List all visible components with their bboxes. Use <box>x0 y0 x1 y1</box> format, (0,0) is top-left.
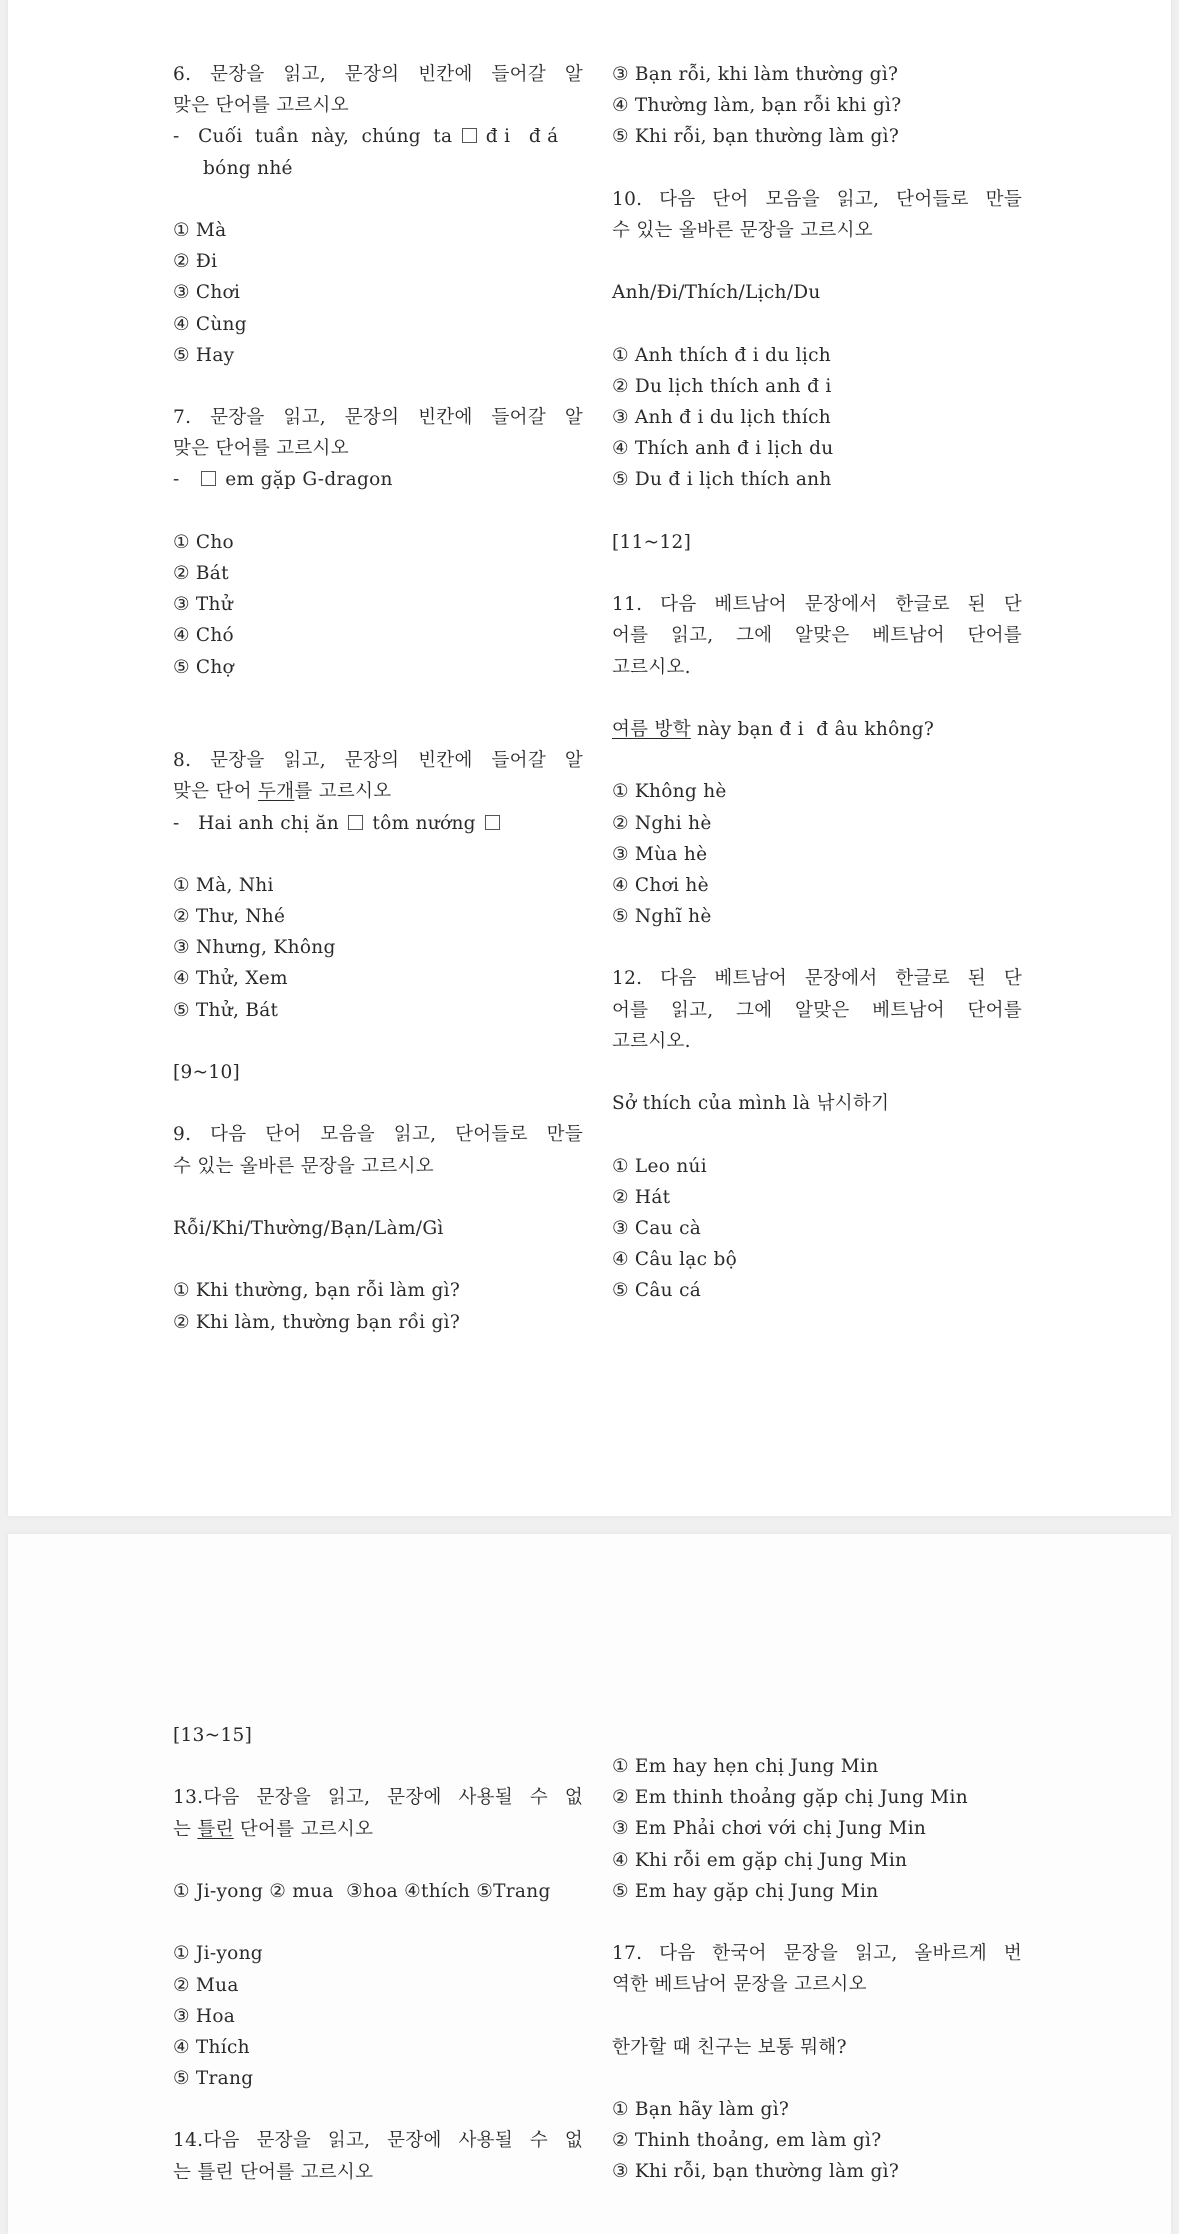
circled-3-icon: ③ <box>173 2005 190 2027</box>
blank-box-icon <box>485 815 500 830</box>
q13-option-4[interactable] <box>173 2032 583 2063</box>
option-text: Khi rỗi em gặp chị Jung Min <box>634 1849 908 1871</box>
circled-4-icon: ④ <box>612 95 629 117</box>
q11-option-5[interactable] <box>612 901 1022 932</box>
q17-prompt-line2: 역한 베트남어 문장을 고르시오 <box>612 1974 867 1996</box>
circled-3-icon: ③ <box>173 282 190 304</box>
q10-prompt-line2: 수 있는 올바른 문장을 고르시오 <box>612 219 873 241</box>
question-6 <box>173 59 583 371</box>
option-text: Anh thích đ i du lịch <box>634 344 831 366</box>
q11-sentence <box>612 714 1022 745</box>
option-text: Em Phải chơi với chị Jung Min <box>634 1818 927 1840</box>
q8-sentence <box>173 808 583 839</box>
circled-2-icon: ② <box>173 563 190 584</box>
option-text: Hoa <box>195 2005 236 2027</box>
q16-option-1[interactable] <box>612 1751 1022 1782</box>
circled-4-icon: ④ <box>173 2036 190 2058</box>
circled-5-icon: ⑤ <box>612 126 629 148</box>
q8-option-2[interactable] <box>173 901 583 932</box>
option-text: Bát <box>195 563 229 584</box>
q17-option-3[interactable] <box>612 2156 1022 2187</box>
q14-prompt-line1: 14.다음 문장을 읽고, 문장에 사용될 수 없 <box>173 2130 583 2152</box>
q6-sentence-after: đ i đ á <box>485 126 559 148</box>
page1-left-column <box>173 59 583 1338</box>
circled-2-icon: ② <box>612 375 629 397</box>
question-9 <box>173 1119 583 1337</box>
circled-2-icon: ② <box>173 1974 190 1996</box>
option-text: Đi <box>195 251 218 273</box>
q9-option-2[interactable] <box>173 1307 583 1338</box>
q8-prompt-line1: 8. 문장을 읽고, 문장의 빈칸에 들어갈 알 <box>173 750 583 772</box>
q8-sentence-before: - Hai anh chị ăn <box>173 812 340 834</box>
question-14 <box>173 2125 583 2187</box>
q7-option-1[interactable] <box>173 527 583 558</box>
option-text: Chơi hè <box>634 874 709 896</box>
question-16-continued <box>612 1751 1022 1907</box>
q11-option-3[interactable] <box>612 839 1022 870</box>
q7-option-4[interactable] <box>173 620 583 651</box>
q14-prompt-line2: 는 틀린 단어를 고르시오 <box>173 2161 374 2183</box>
circled-5-icon: ⑤ <box>173 999 190 1021</box>
option-text: Câu lạc bộ <box>634 1249 738 1271</box>
circled-4-icon: ④ <box>173 968 190 990</box>
circled-5-icon: ⑤ <box>612 1280 629 1302</box>
circled-2-icon: ② <box>612 1186 629 1208</box>
circled-2-icon: ② <box>612 812 629 834</box>
q9-prompt-line2: 수 있는 올바른 문장을 고르시오 <box>173 1155 434 1177</box>
question-11 <box>612 589 1022 932</box>
blank-box-icon <box>348 815 363 830</box>
circled-3-icon: ③ <box>612 1818 629 1840</box>
q6-option-4[interactable] <box>173 309 583 340</box>
option-text: Chơi <box>195 282 241 304</box>
option-text: Em hay hẹn chị Jung Min <box>634 1756 879 1777</box>
option-text: Mà <box>195 219 227 241</box>
q6-option-5[interactable] <box>173 340 583 371</box>
option-text: Thử, Bát <box>195 999 279 1021</box>
q13-prompt-line1: 13.다음 문장을 읽고, 문장에 사용될 수 없 <box>173 1787 583 1809</box>
circled-3-icon: ③ <box>612 407 629 429</box>
option-text: Bạn hãy làm gì? <box>634 2099 790 2121</box>
q13-prompt-post: 단어를 고르시오 <box>233 1818 374 1840</box>
q13-prompt-pre: 는 <box>173 1818 198 1840</box>
question-8 <box>173 745 583 1026</box>
circled-1-icon: ① <box>173 531 190 553</box>
q6-prompt-line1: 6. 문장을 읽고, 문장의 빈칸에 들어갈 알 <box>173 64 583 85</box>
circled-4-icon: ④ <box>173 625 190 647</box>
q7-sentence <box>173 464 583 495</box>
circled-2-icon: ② <box>612 1787 629 1809</box>
q10-option-2[interactable] <box>612 371 1022 402</box>
q7-option-5[interactable] <box>173 652 583 683</box>
q16-option-5[interactable] <box>612 1876 1022 1907</box>
option-text: Mùa hè <box>634 843 708 865</box>
q13-prompt-underlined: 틀린 <box>197 1818 234 1840</box>
circled-1-icon: ① <box>612 1155 629 1177</box>
q11-sentence-underlined: 여름 방학 <box>612 718 691 740</box>
option-text: Leo núi <box>634 1155 707 1177</box>
group-label-13-15: [13~15] <box>173 1725 253 1746</box>
option-text: Nghĩ hè <box>634 906 712 928</box>
option-text: Mà, Nhi <box>195 874 274 896</box>
circled-2-icon: ② <box>173 1311 190 1333</box>
q11-option-1[interactable] <box>612 776 1022 807</box>
circled-1-icon: ① <box>612 1756 629 1777</box>
question-17 <box>612 1938 1022 2188</box>
q7-dash: - <box>173 469 180 491</box>
option-text: Khi rỗi, bạn thường làm gì? <box>634 2161 900 2183</box>
q7-option-3[interactable] <box>173 589 583 620</box>
q10-option-3[interactable] <box>612 402 1022 433</box>
q9-word-list: Rỗi/Khi/Thường/Bạn/Làm/Gì <box>173 1217 444 1239</box>
circled-4-icon: ④ <box>612 874 629 896</box>
circled-4-icon: ④ <box>612 1249 629 1271</box>
q9-option-4[interactable] <box>612 90 1022 121</box>
q17-sentence: 한가할 때 친구는 보통 뭐해? <box>612 2036 847 2058</box>
option-text: Khi rỗi, bạn thường làm gì? <box>634 126 900 148</box>
circled-5-icon: ⑤ <box>173 656 190 678</box>
circled-5-icon: ⑤ <box>612 1880 629 1902</box>
q9-prompt-line1: 9. 다음 단어 모음을 읽고, 단어들로 만들 <box>173 1124 583 1146</box>
q10-option-1[interactable] <box>612 340 1022 371</box>
option-text: Thích <box>195 2036 250 2058</box>
option-text: Trang <box>195 2068 254 2090</box>
q12-option-2[interactable] <box>612 1182 1022 1213</box>
q8-option-1[interactable] <box>173 870 583 901</box>
q13-option-5[interactable] <box>173 2063 583 2094</box>
option-text: Thư, Nhé <box>195 906 286 928</box>
circled-1-icon: ① <box>173 874 190 896</box>
circled-5-icon: ⑤ <box>612 906 629 928</box>
q13-word-list: ① Ji-yong ② mua ③hoa ④thích ⑤Trang <box>173 1880 551 1902</box>
option-text: Ji-yong <box>195 1943 263 1965</box>
circled-1-icon: ① <box>612 2099 629 2121</box>
q10-option-4[interactable] <box>612 433 1022 464</box>
q17-option-1[interactable] <box>612 2094 1022 2125</box>
circled-3-icon: ③ <box>173 937 190 959</box>
group-label-11-12: [11~12] <box>612 531 692 553</box>
option-text: Em thinh thoảng gặp chị Jung Min <box>634 1787 968 1809</box>
circled-4-icon: ④ <box>612 1849 629 1871</box>
circled-5-icon: ⑤ <box>173 2068 190 2090</box>
q11-option-2[interactable] <box>612 808 1022 839</box>
circled-2-icon: ② <box>173 251 190 273</box>
circled-4-icon: ④ <box>612 438 629 460</box>
q16-option-3[interactable] <box>612 1813 1022 1844</box>
option-text: Nghi hè <box>634 812 712 834</box>
question-13 <box>173 1782 583 2094</box>
q8-option-5[interactable] <box>173 995 583 1026</box>
circled-5-icon: ⑤ <box>612 469 629 491</box>
q11-option-4[interactable] <box>612 870 1022 901</box>
q7-sentence-after: em gặp G-dragon <box>225 469 393 491</box>
q13-option-1[interactable] <box>173 1938 583 1969</box>
q6-sentence-line2: bóng nhé <box>203 157 293 179</box>
q11-prompt-line1: 11. 다음 베트남어 문장에서 한글로 된 단 <box>612 594 1022 616</box>
q8-prompt-post: 를 고르시오 <box>294 781 392 803</box>
q6-option-1[interactable] <box>173 215 583 246</box>
circled-3-icon: ③ <box>612 843 629 865</box>
circled-1-icon: ① <box>612 781 629 803</box>
blank-box-icon <box>201 471 216 486</box>
option-text: Em hay gặp chị Jung Min <box>634 1880 879 1902</box>
q8-option-3[interactable] <box>173 932 583 963</box>
q11-sentence-rest: này bạn đ i đ âu không? <box>690 718 935 740</box>
q13-prompt-line2 <box>173 1814 583 1845</box>
q12-prompt-line3: 고르시오. <box>612 1030 691 1052</box>
option-text: Du đ i lịch thích anh <box>634 469 832 491</box>
q12-sentence: Sở thích của mình là 낚시하기 <box>612 1093 890 1115</box>
q13-option-2[interactable] <box>173 1970 583 2001</box>
option-text: Câu cá <box>634 1280 702 1302</box>
option-text: Chó <box>195 625 234 647</box>
q17-prompt-line1: 17. 다음 한국어 문장을 읽고, 올바르게 번 <box>612 1943 1022 1965</box>
circled-2-icon: ② <box>173 906 190 928</box>
q12-prompt-line1: 12. 다음 베트남어 문장에서 한글로 된 단 <box>612 968 1022 990</box>
circled-1-icon: ① <box>173 1280 190 1302</box>
option-text: Thích anh đ i lịch du <box>634 438 834 460</box>
q8-sentence-middle: tôm nướng <box>372 812 476 834</box>
option-text: Bạn rỗi, khi làm thường gì? <box>634 64 899 85</box>
q11-prompt-line3: 고르시오. <box>612 656 691 678</box>
q10-option-5[interactable] <box>612 464 1022 495</box>
circled-3-icon: ③ <box>173 594 190 616</box>
q13-option-3[interactable] <box>173 2001 583 2032</box>
q11-prompt-line2: 어를 읽고, 그에 알맞은 베트남어 단어를 <box>612 625 1022 647</box>
q8-prompt-line2 <box>173 776 583 807</box>
q8-prompt-pre: 맞은 단어 <box>173 781 259 803</box>
circled-1-icon: ① <box>612 344 629 366</box>
circled-3-icon: ③ <box>612 2161 629 2183</box>
circled-1-icon: ① <box>173 1943 190 1965</box>
option-text: Cho <box>195 531 234 553</box>
q6-prompt-line2: 맞은 단어를 고르시오 <box>173 95 349 117</box>
question-12 <box>612 963 1022 1306</box>
option-text: Mua <box>195 1974 239 1996</box>
option-text: Hát <box>634 1186 671 1208</box>
option-text: Cau cà <box>634 1217 702 1239</box>
q6-sentence-before: - Cuối tuần này, chúng ta <box>173 126 453 148</box>
option-text: Cùng <box>195 313 247 335</box>
option-text: Khi thường, bạn rỗi làm gì? <box>195 1280 461 1302</box>
q10-prompt-line1: 10. 다음 단어 모음을 읽고, 단어들로 만들 <box>612 188 1022 210</box>
q10-word-list: Anh/Đi/Thích/Lịch/Du <box>612 282 821 304</box>
page2-left-column <box>173 1720 583 2188</box>
q12-option-4[interactable] <box>612 1244 1022 1275</box>
circled-2-icon: ② <box>612 2130 629 2152</box>
q17-option-2[interactable] <box>612 2125 1022 2156</box>
option-text: Thinh thoảng, em làm gì? <box>634 2130 882 2152</box>
page2-right-column <box>612 1751 1022 2188</box>
option-text: Thử <box>195 594 233 616</box>
option-text: Thường làm, bạn rỗi khi gì? <box>634 95 902 117</box>
q16-option-2[interactable] <box>612 1782 1022 1813</box>
page1-right-column <box>612 59 1022 1307</box>
q7-prompt-line2: 맞은 단어를 고르시오 <box>173 438 349 460</box>
option-text: Nhưng, Không <box>195 937 336 959</box>
q8-prompt-underlined: 두개 <box>258 781 295 803</box>
q12-option-3[interactable] <box>612 1213 1022 1244</box>
option-text: Anh đ i du lịch thích <box>634 407 831 429</box>
option-text: Du lịch thích anh đ i <box>634 375 832 397</box>
circled-3-icon: ③ <box>612 64 629 85</box>
q12-option-5[interactable] <box>612 1275 1022 1306</box>
option-text: Khi làm, thường bạn rồi gì? <box>195 1311 461 1333</box>
circled-1-icon: ① <box>173 219 190 241</box>
q9-option-3[interactable] <box>612 59 1022 90</box>
circled-3-icon: ③ <box>612 1217 629 1239</box>
blank-box-icon <box>462 128 477 143</box>
q9-option-1[interactable] <box>173 1275 583 1306</box>
group-label-9-10: [9~10] <box>173 1062 241 1084</box>
q9-option-5[interactable] <box>612 121 1022 152</box>
question-10 <box>612 184 1022 496</box>
q6-sentence <box>173 121 583 152</box>
option-text: Thử, Xem <box>195 968 288 990</box>
q6-option-2[interactable] <box>173 246 583 277</box>
question-7 <box>173 402 583 683</box>
q12-option-1[interactable] <box>612 1151 1022 1182</box>
circled-4-icon: ④ <box>173 313 190 335</box>
q7-option-2[interactable] <box>173 558 583 589</box>
q12-prompt-line2: 어를 읽고, 그에 알맞은 베트남어 단어를 <box>612 999 1022 1021</box>
circled-5-icon: ⑤ <box>173 344 190 366</box>
option-text: Hay <box>195 344 235 366</box>
option-text: Không hè <box>634 781 727 803</box>
q8-option-4[interactable] <box>173 963 583 994</box>
q7-prompt-line1: 7. 문장을 읽고, 문장의 빈칸에 들어갈 알 <box>173 407 583 429</box>
q6-option-3[interactable] <box>173 277 583 308</box>
q16-option-4[interactable] <box>612 1845 1022 1876</box>
option-text: Chợ <box>195 656 234 678</box>
question-9-continued <box>612 59 1022 153</box>
